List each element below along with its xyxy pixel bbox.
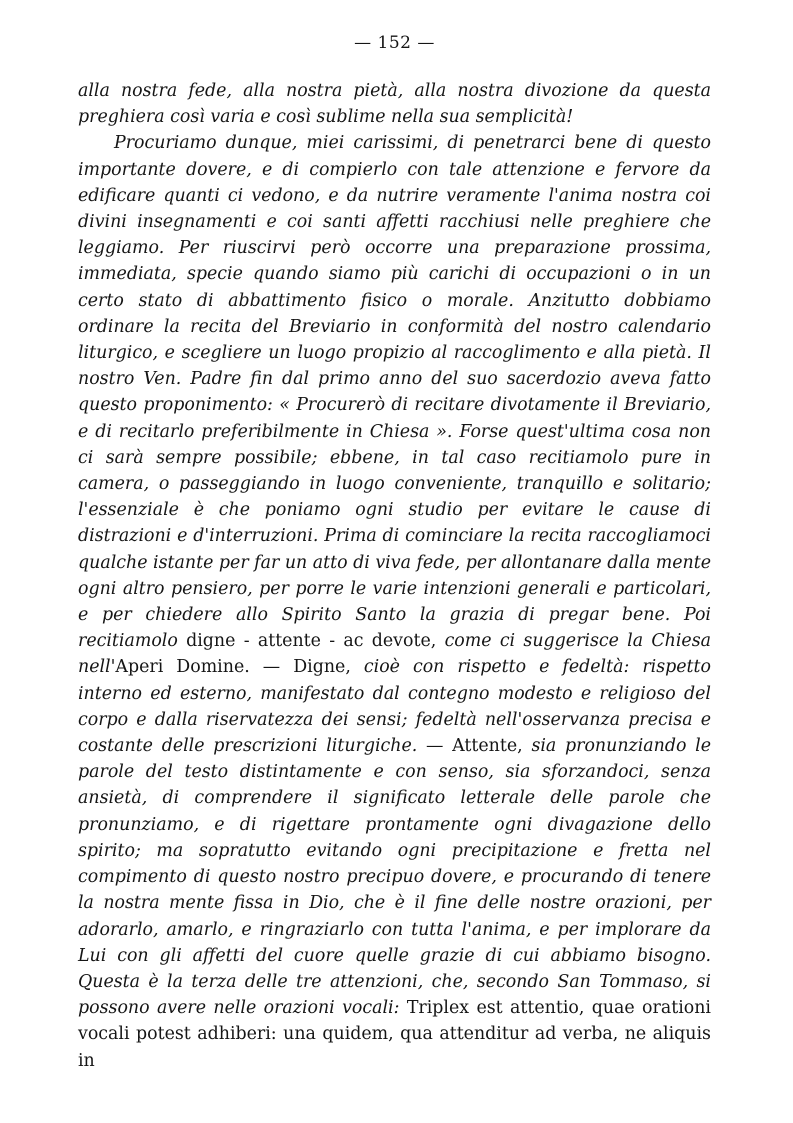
text-italic-1: Procuriamo dunque, miei carissimi, di penetrarci bene di questo importante dovere, e di compierlo con tale attenzione e fervore da edificare quanti ci vedono, e da nutrire veramente l'anima nostra coi divini insegnamenti e coi santi affetti racchiusi nelle preghiere che leggiamo. Per riuscirvi però occorre una preparazione prossima, immediata, specie quando siamo più carichi di occupazioni o in un certo stato di abbattimento fisico o morale. Anzitutto dobbiamo ordinare la recita del Breviario in conformità del nostro calendario liturgico, e scegliere un luogo propizio al raccoglimento e alla pietà. Il nostro Ven. Padre fin dal primo anno del suo sacerdozio aveva fatto questo proponimento: « Procurerò di recitare divotamente il Breviario, e di recitarlo preferibilmente in Chiesa ». Forse quest'ultima cosa non ci sarà sempre possibile; ebbene, in tal caso recitiamolo pure in camera, o passeggiando in luogo conveniente, tranquillo e solitario; l'essenziale è che poniamo ogni studio per evitare le cause di distrazioni e d'interruzioni. Prima di cominciare la recita raccogliamoci qualche istante per far un atto di viva fede, per allontanare dalla mente ogni altro pensiero, per porre le varie intenzioni generali e particolari, e per chiedere allo Spirito Santo la grazia di pregar bene. Poi recitiamolo [78,133,711,652]
text-italic-2: come ci suggerisce la Chiesa nell' [78,631,712,678]
paragraph-main [78,130,711,1073]
text-latin-digne-attente: digne - attente - ac devote, [186,631,437,652]
text-attente: — Attente, [426,736,523,757]
text-italic-3: cioè con rispetto e fedeltà: rispetto interno ed esterno, manifestato dal contegno modesto e religioso del corpo e dalla riservatezza dei sensi; fedeltà nell'osservanza precisa e costante delle prescrizioni liturgiche. [78,657,712,757]
page-number: — 152 — [354,33,435,53]
paragraph-continuation: alla nostra fede, alla nostra pietà, alla nostra divozione da questa preghiera così varia e così sublime nella sua semplicità! [78,81,711,128]
document-page [78,30,711,1074]
text-latin-quote: Triplex est attentio, quae orationi vocali potest adhiberi: una quidem, qua attenditur ad verba, ne aliquis in [78,998,711,1071]
text-italic-4: sia pronunziando le parole del testo distintamente e con senso, sia sforzandoci, senza ansietà, di comprendere il significato letterale delle parole che pronunziamo, e di rigettare prontamente ogni divagazione dello spirito; ma sopratutto evitando ogni precipitazione e fretta nel compimento di questo nostro precipuo dovere, e procurando di tenere la nostra mente fissa in Dio, che è il fine delle nostre orazioni, per adorarlo, amarlo, e ringraziarlo con tutta l'anima, e per implorare da Lui con gli affetti del cuore quelle grazie di cui abbiamo bisogno. Questa è la terza delle tre attenzioni, che, secondo San Tommaso, si possono avere nelle orazioni vocali: [78,736,712,1019]
text-latin-aperi-domine: Aperi Domine. — Digne, [115,657,351,678]
